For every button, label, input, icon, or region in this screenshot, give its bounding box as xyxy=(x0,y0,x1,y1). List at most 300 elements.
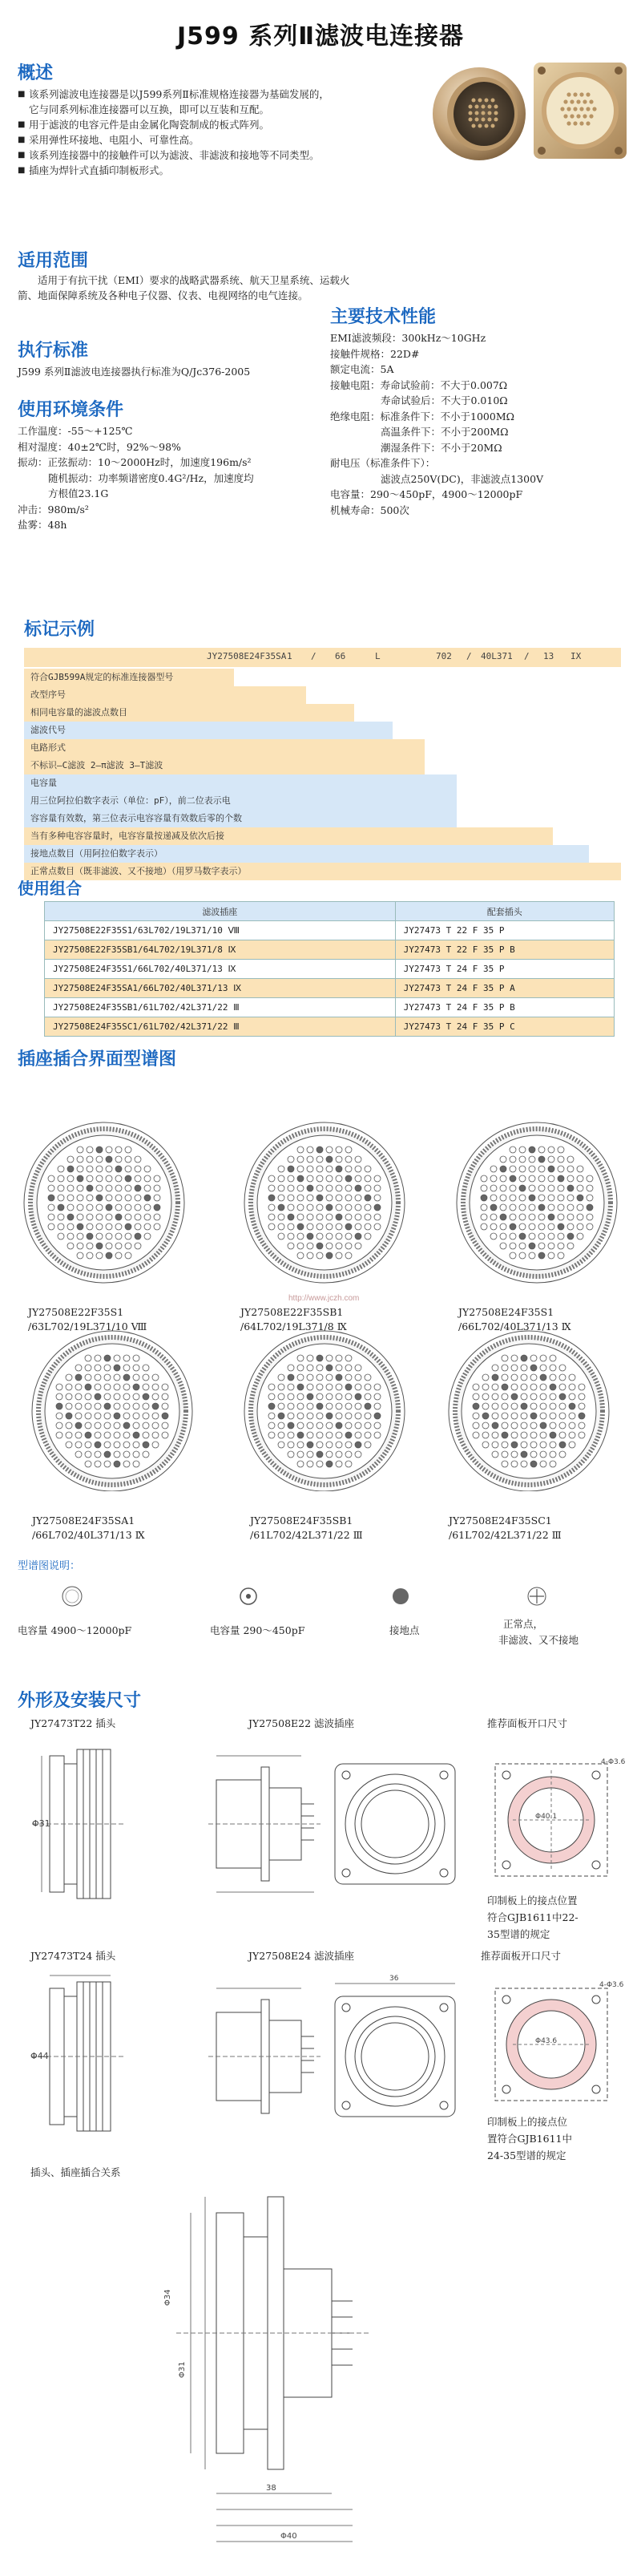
contact-point xyxy=(500,1195,506,1201)
contact-point xyxy=(482,1442,489,1448)
contact-point xyxy=(345,1461,352,1467)
contact-point xyxy=(355,1156,361,1163)
contact-point xyxy=(95,1365,101,1371)
contact-point xyxy=(529,1146,535,1153)
contact-point xyxy=(104,1365,111,1371)
contact-point xyxy=(492,1384,498,1390)
tech-row xyxy=(330,471,627,487)
env-row xyxy=(18,471,354,487)
contact-point xyxy=(125,1204,131,1211)
contact-point xyxy=(104,1432,111,1438)
contact-point xyxy=(336,1243,342,1249)
contact-point xyxy=(297,1252,304,1259)
contact-point xyxy=(114,1365,120,1371)
contact-point xyxy=(558,1223,564,1230)
contact-point xyxy=(492,1422,498,1429)
contact-point xyxy=(115,1175,122,1182)
dim-text: 4-Φ3.6 xyxy=(601,1758,625,1766)
contact-point xyxy=(336,1146,342,1153)
overview-list xyxy=(18,87,330,178)
contact-point xyxy=(67,1175,74,1182)
contact-point xyxy=(58,1233,64,1239)
contact-point xyxy=(326,1432,333,1438)
contact-point xyxy=(297,1422,304,1429)
contact-point xyxy=(345,1195,352,1201)
contact-point xyxy=(502,1365,508,1371)
contact-point xyxy=(115,1146,122,1153)
contact-point xyxy=(104,1442,111,1448)
table-cell: JY27508E22F35S1/63L702/19L371/10 Ⅷ xyxy=(45,921,396,940)
contact-point xyxy=(58,1175,64,1182)
contact-point xyxy=(530,1413,537,1419)
contact-point xyxy=(278,1384,284,1390)
contact-point xyxy=(374,1175,381,1182)
contact-point xyxy=(579,1413,585,1419)
contact-point xyxy=(297,1214,304,1220)
contact-point xyxy=(519,1166,526,1172)
table-row xyxy=(45,979,615,998)
caption-line: JY27508E22F35S1 xyxy=(28,1306,124,1318)
contact-point xyxy=(307,1442,313,1448)
contact-point xyxy=(345,1413,352,1419)
contact-point xyxy=(481,1214,487,1220)
contact-point xyxy=(154,1204,160,1211)
contact-point xyxy=(365,1413,371,1419)
contact-point xyxy=(374,1384,381,1390)
contact-point xyxy=(307,1185,313,1191)
contact-point xyxy=(135,1195,141,1201)
contact-point xyxy=(529,1166,535,1172)
contact-point xyxy=(143,1403,149,1409)
contact-point xyxy=(490,1166,497,1172)
contact-point xyxy=(288,1442,294,1448)
contact-point xyxy=(75,1384,82,1390)
contact-point xyxy=(365,1223,371,1230)
table-row xyxy=(45,960,615,979)
interface-caption xyxy=(449,1514,617,1543)
contact-point xyxy=(510,1156,516,1163)
contact-point xyxy=(104,1355,111,1361)
contact-point xyxy=(162,1422,168,1429)
contact-point xyxy=(154,1175,160,1182)
contact-point xyxy=(558,1175,564,1182)
contact-point xyxy=(336,1214,342,1220)
contact-point xyxy=(481,1195,487,1201)
contact-point xyxy=(500,1243,506,1249)
contact-point xyxy=(521,1432,527,1438)
legend-title: 型谱图说明： xyxy=(18,1559,81,1571)
contact-point xyxy=(133,1422,139,1429)
dim-text: Φ34 xyxy=(163,2289,172,2306)
contact-point xyxy=(548,1166,554,1172)
contact-point xyxy=(579,1422,585,1429)
contact-point xyxy=(502,1442,508,1448)
tech-row xyxy=(330,330,627,346)
overview-bullet: ■ 采用弹性环接地、电阻小、可靠性高。 xyxy=(18,132,330,148)
contact-point xyxy=(77,1195,83,1201)
tech-value: 高温条件下：不小于200MΩ xyxy=(381,426,509,438)
contact-point xyxy=(540,1432,546,1438)
contact-point xyxy=(538,1233,545,1239)
contact-point xyxy=(278,1214,284,1220)
contact-point xyxy=(336,1223,342,1230)
contact-point xyxy=(96,1243,103,1249)
contact-point xyxy=(521,1384,527,1390)
contact-point xyxy=(529,1233,535,1239)
contact-point xyxy=(490,1204,497,1211)
contact-point xyxy=(577,1233,583,1239)
contact-point xyxy=(530,1432,537,1438)
contact-point xyxy=(530,1461,537,1467)
contact-point xyxy=(162,1413,168,1419)
contact-point xyxy=(492,1432,498,1438)
contact-point xyxy=(567,1185,574,1191)
contact-point xyxy=(143,1451,149,1458)
contact-point xyxy=(365,1233,371,1239)
contact-point xyxy=(133,1413,139,1419)
env-value: 48h xyxy=(47,519,67,531)
tech-list xyxy=(330,330,627,518)
tech-key: 电容量： xyxy=(330,488,371,500)
env-key: 工作温度： xyxy=(18,425,68,437)
contact-point xyxy=(540,1413,546,1419)
contact-point xyxy=(307,1403,313,1409)
contact-point xyxy=(115,1214,122,1220)
dim-text: Φ40.1 xyxy=(535,1813,558,1821)
contact-point xyxy=(96,1233,103,1239)
contact-point xyxy=(577,1195,583,1201)
caption-line: /61L702/42L371/22 Ⅲ xyxy=(250,1529,363,1541)
contact-point xyxy=(77,1146,83,1153)
contact-point xyxy=(519,1185,526,1191)
contact-point xyxy=(125,1146,131,1153)
contact-point xyxy=(559,1374,566,1381)
contact-point xyxy=(548,1195,554,1201)
contact-point xyxy=(104,1461,111,1467)
contact-point xyxy=(152,1384,159,1390)
contact-point xyxy=(67,1166,74,1172)
contact-point xyxy=(550,1442,556,1448)
contact-point xyxy=(490,1233,497,1239)
contact-point xyxy=(123,1451,130,1458)
contact-point xyxy=(529,1252,535,1259)
contact-point xyxy=(521,1365,527,1371)
mark-row: 用三位阿拉伯数字表示（单位：pF），前二位表示电 xyxy=(24,792,457,810)
contact-point xyxy=(152,1403,159,1409)
contact-point xyxy=(365,1185,371,1191)
contact-point xyxy=(123,1355,130,1361)
contact-point xyxy=(510,1195,516,1201)
contact-point xyxy=(95,1461,101,1467)
contact-point xyxy=(355,1175,361,1182)
dim-label-mating: 插头、插座插合关系 xyxy=(30,2166,121,2178)
contact-point xyxy=(550,1432,556,1438)
contact-point xyxy=(587,1175,593,1182)
contact-point xyxy=(115,1195,122,1201)
contact-point xyxy=(316,1243,323,1249)
contact-point xyxy=(67,1233,74,1239)
contact-point xyxy=(297,1175,304,1182)
contact-point xyxy=(123,1374,130,1381)
contact-point xyxy=(48,1214,54,1220)
interface-face-diagram xyxy=(457,1122,617,1283)
contact-point xyxy=(133,1461,139,1467)
table-cell: JY27508E24F35SC1/61L702/42L371/22 Ⅲ xyxy=(45,1017,396,1037)
contact-point xyxy=(143,1432,149,1438)
standard-text: J599 系列Ⅱ滤波电连接器执行标准为Q/Jc376-2005 xyxy=(18,366,251,378)
contact-point xyxy=(587,1214,593,1220)
contact-point xyxy=(490,1223,497,1230)
contact-point xyxy=(482,1432,489,1438)
contact-point xyxy=(548,1243,554,1249)
contact-point xyxy=(133,1432,139,1438)
contact-point xyxy=(152,1442,159,1448)
contact-point xyxy=(326,1233,333,1239)
contact-point xyxy=(278,1374,284,1381)
contact-point xyxy=(85,1393,91,1400)
contact-point xyxy=(56,1384,62,1390)
contact-point xyxy=(492,1451,498,1458)
contact-point xyxy=(77,1175,83,1182)
contact-point xyxy=(569,1393,575,1400)
contact-point xyxy=(519,1146,526,1153)
contact-point xyxy=(307,1461,313,1467)
contact-point xyxy=(125,1252,131,1259)
contact-point xyxy=(326,1451,333,1458)
contact-point xyxy=(143,1442,149,1448)
contact-point xyxy=(569,1442,575,1448)
tech-heading: 主要技术性能 xyxy=(330,307,437,327)
contact-point xyxy=(104,1403,111,1409)
contact-point xyxy=(490,1175,497,1182)
environment-heading: 使用环境条件 xyxy=(18,400,124,420)
contact-point xyxy=(559,1422,566,1429)
table-row xyxy=(45,921,615,940)
contact-point xyxy=(143,1374,149,1381)
contact-point xyxy=(288,1413,294,1419)
contact-point xyxy=(95,1422,101,1429)
legend-label: 非滤波、又不接地 xyxy=(498,1634,579,1646)
table-cell: JY27473 T 24 F 35 P A xyxy=(395,979,614,998)
combo-table xyxy=(44,901,615,1037)
contact-point xyxy=(511,1403,518,1409)
contact-point xyxy=(567,1156,574,1163)
contact-point xyxy=(481,1223,487,1230)
contact-point xyxy=(365,1403,371,1409)
tech-row xyxy=(330,424,627,440)
contact-point xyxy=(492,1374,498,1381)
contact-point xyxy=(336,1365,342,1371)
contact-point xyxy=(288,1175,294,1182)
contact-point xyxy=(540,1442,546,1448)
contact-point xyxy=(540,1374,546,1381)
legend-label: 正常点， xyxy=(503,1618,544,1630)
contact-point xyxy=(307,1432,313,1438)
contact-point xyxy=(558,1243,564,1249)
contact-point xyxy=(297,1461,304,1467)
contact-point xyxy=(288,1384,294,1390)
contact-point xyxy=(133,1365,139,1371)
contact-point xyxy=(87,1223,93,1230)
contact-point xyxy=(288,1422,294,1429)
contact-point xyxy=(500,1156,506,1163)
contact-point xyxy=(355,1393,361,1400)
contact-point xyxy=(345,1166,352,1172)
contact-point xyxy=(133,1393,139,1400)
tech-row xyxy=(330,409,627,425)
contact-point xyxy=(558,1185,564,1191)
contact-point xyxy=(85,1365,91,1371)
contact-point xyxy=(87,1204,93,1211)
overview-bullet: ■ 该系列滤波电连接器是以J599系列Ⅱ标准规格连接器为基础发展的，它与同系列标准连接器可以互换，即可以互装和互配。 xyxy=(18,87,330,117)
contact-point xyxy=(114,1451,120,1458)
contact-point xyxy=(511,1384,518,1390)
contact-point xyxy=(521,1374,527,1381)
contact-point xyxy=(66,1422,72,1429)
dim-label-socket24: JY27508E24 滤波插座 xyxy=(248,1950,355,1962)
interface-face-diagram xyxy=(244,1122,405,1283)
contact-point xyxy=(538,1156,545,1163)
contact-point xyxy=(530,1422,537,1429)
contact-point xyxy=(85,1374,91,1381)
contact-point xyxy=(307,1355,313,1361)
contact-point xyxy=(95,1432,101,1438)
contact-point xyxy=(336,1374,342,1381)
contact-point xyxy=(529,1243,535,1249)
contact-point xyxy=(123,1365,130,1371)
contact-point xyxy=(548,1156,554,1163)
contact-point xyxy=(162,1384,168,1390)
env-row xyxy=(18,502,354,518)
contact-point xyxy=(75,1403,82,1409)
contact-point xyxy=(473,1384,479,1390)
contact-point xyxy=(144,1175,151,1182)
contact-point xyxy=(96,1146,103,1153)
contact-point xyxy=(288,1195,294,1201)
contact-point xyxy=(288,1166,294,1172)
contact-point xyxy=(510,1223,516,1230)
contact-point xyxy=(67,1223,74,1230)
contact-point xyxy=(365,1422,371,1429)
contact-point xyxy=(365,1204,371,1211)
contact-point xyxy=(587,1185,593,1191)
contact-point xyxy=(365,1166,371,1172)
contact-point xyxy=(559,1442,566,1448)
contact-point xyxy=(288,1204,294,1211)
mark-row: 不标识—C滤波 2—π滤波 3—T滤波 xyxy=(24,757,425,774)
contact-point xyxy=(106,1146,112,1153)
contact-point xyxy=(135,1166,141,1172)
table-cell: JY27508E24F35SB1/61L702/42L371/22 Ⅲ xyxy=(45,998,396,1017)
contact-point xyxy=(123,1422,130,1429)
contact-point xyxy=(75,1374,82,1381)
env-row xyxy=(18,455,354,471)
contact-point xyxy=(482,1422,489,1429)
contact-point xyxy=(135,1243,141,1249)
contact-point xyxy=(115,1233,122,1239)
contact-point xyxy=(559,1413,566,1419)
contact-point xyxy=(278,1185,284,1191)
contact-point xyxy=(326,1384,333,1390)
contact-point xyxy=(530,1451,537,1458)
contact-point xyxy=(355,1166,361,1172)
contact-point xyxy=(345,1223,352,1230)
table-cell: JY27473 T 24 F 35 P B xyxy=(395,998,614,1017)
contact-point xyxy=(530,1442,537,1448)
table-cell: JY27473 T 22 F 35 P xyxy=(395,921,614,940)
contact-point xyxy=(278,1223,284,1230)
contact-point xyxy=(316,1355,323,1361)
contact-point xyxy=(297,1195,304,1201)
contact-point xyxy=(144,1204,151,1211)
contact-point xyxy=(567,1233,574,1239)
contact-point xyxy=(473,1393,479,1400)
contact-point xyxy=(550,1461,556,1467)
contact-point xyxy=(519,1223,526,1230)
contact-point xyxy=(125,1185,131,1191)
contact-point xyxy=(336,1185,342,1191)
contact-point xyxy=(77,1243,83,1249)
dim-text: 38 xyxy=(266,2484,276,2493)
mark-row: 滤波代号 xyxy=(24,722,393,739)
contact-point xyxy=(548,1146,554,1153)
contact-point xyxy=(85,1384,91,1390)
contact-point xyxy=(96,1195,103,1201)
contact-point xyxy=(278,1233,284,1239)
contact-point xyxy=(114,1403,120,1409)
contact-point xyxy=(548,1185,554,1191)
contact-point xyxy=(307,1413,313,1419)
contact-point xyxy=(104,1374,111,1381)
contact-point xyxy=(326,1185,333,1191)
contact-point xyxy=(510,1175,516,1182)
contact-point xyxy=(355,1233,361,1239)
contact-point xyxy=(355,1442,361,1448)
contact-point xyxy=(87,1195,93,1201)
contact-point xyxy=(345,1365,352,1371)
contact-point xyxy=(336,1204,342,1211)
contact-point xyxy=(297,1384,304,1390)
contact-point xyxy=(143,1413,149,1419)
contact-point xyxy=(336,1403,342,1409)
contact-point xyxy=(95,1355,101,1361)
contact-point xyxy=(75,1393,82,1400)
contact-point xyxy=(307,1374,313,1381)
tech-value: 标准条件下：不小于1000MΩ xyxy=(380,410,514,423)
contact-point xyxy=(502,1384,508,1390)
contact-point xyxy=(144,1223,151,1230)
contact-point xyxy=(278,1432,284,1438)
contact-point xyxy=(307,1156,313,1163)
contact-point xyxy=(481,1204,487,1211)
contact-point xyxy=(500,1223,506,1230)
contact-point xyxy=(316,1195,323,1201)
contact-point xyxy=(490,1214,497,1220)
contact-point xyxy=(268,1384,275,1390)
mark-code-model: JY27508E24F35SA xyxy=(207,651,287,661)
tech-value: 300kHz～10GHz xyxy=(401,332,486,344)
contact-point xyxy=(115,1156,122,1163)
contact-point xyxy=(559,1393,566,1400)
interface-face-diagram xyxy=(244,1331,405,1491)
contact-point xyxy=(123,1432,130,1438)
contact-point xyxy=(567,1243,574,1249)
contact-point xyxy=(162,1403,168,1409)
contact-point xyxy=(492,1413,498,1419)
env-value: -55～+125℃ xyxy=(67,425,133,437)
contact-point xyxy=(355,1223,361,1230)
contact-point xyxy=(548,1252,554,1259)
